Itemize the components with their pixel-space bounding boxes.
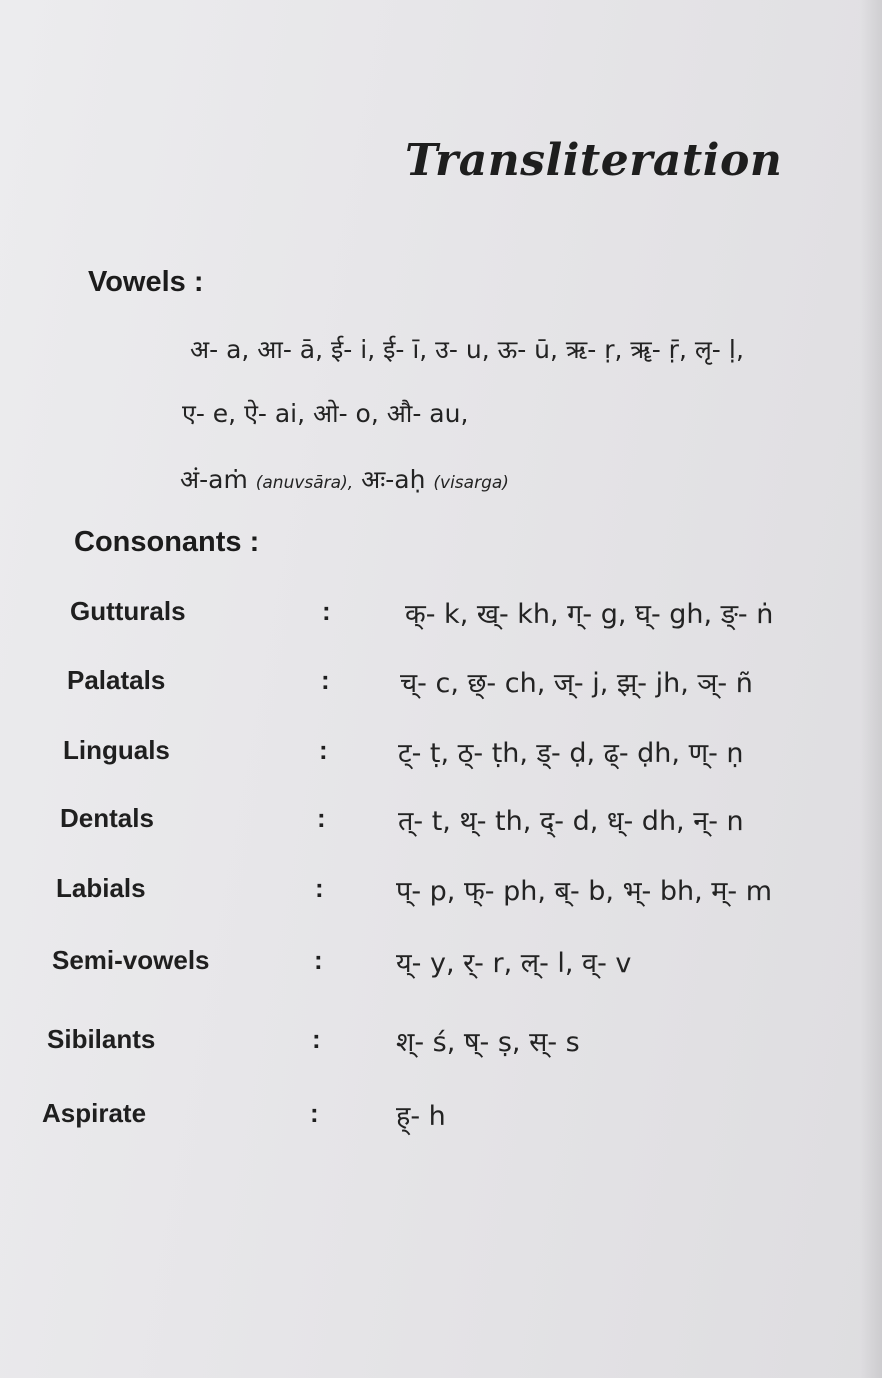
visarga-symbol: अः-aḥ [361,465,426,494]
row-value: श्- ś, ष्- ṣ, स्- s [396,1027,580,1058]
row-colon: : [315,873,324,903]
row-label: Sibilants [47,1024,156,1054]
consonant-row-dentals [60,803,882,843]
row-value: त्- t, थ्- th, द्- d, ध्- dh, न्- n [398,806,744,837]
row-label: Semi-vowels [52,945,210,975]
row-value: ह्- h [396,1101,446,1132]
vowels-heading: Vowels : [88,266,204,298]
vowels-line-1: अ- a, आ- ā, ई- i, ई- ī, उ- u, ऊ- ū, ऋ- ṛ, ॠ- ṝ, लृ- ḷ, [190,335,744,364]
row-value: प्- p, फ्- ph, ब्- b, भ्- bh, म्- m [396,876,773,907]
row-colon: : [310,1098,319,1128]
row-label: Palatals [67,665,166,695]
row-label: Dentals [60,803,154,833]
consonant-row-palatals [67,665,882,705]
consonant-row-linguals [63,735,882,775]
consonants-heading: Consonants : [74,526,260,558]
row-colon: : [312,1024,321,1054]
visarga-note: (visarga) [433,473,509,493]
row-value: च्- c, छ्- ch, ज्- j, झ्- jh, ञ्- ñ [400,668,753,699]
row-label: Gutturals [70,596,186,626]
row-colon: : [314,945,323,975]
consonant-row-aspirate [42,1098,882,1138]
row-colon: : [321,665,330,695]
row-colon: : [319,735,328,765]
row-value: ट्- ṭ, ठ्- ṭh, ड्- ḍ, ढ्- ḍh, ण्- ṇ [398,738,744,769]
row-label: Aspirate [42,1098,147,1128]
anusvara-note: (anuvsāra), [255,473,354,493]
consonant-row-semi-vowels [52,945,882,985]
anusvara-symbol: अं-aṁ [180,465,248,494]
consonant-row-labials [56,873,882,913]
vowels-line-3 [180,462,509,496]
vowels-line-2: ए- e, ऐ- ai, ओ- o, औ- au, [182,399,469,428]
consonant-row-gutturals [70,596,882,636]
page-title: Transliteration [405,135,783,186]
row-value: क्- k, ख्- kh, ग्- g, घ्- gh, ङ्- ṅ [405,599,774,630]
row-colon: : [317,803,326,833]
row-colon: : [322,596,331,626]
row-label: Linguals [63,735,170,765]
consonant-row-sibilants [47,1024,882,1064]
row-label: Labials [56,873,146,903]
row-value: य्- y, र्- r, ल्- l, व्- v [396,948,632,979]
